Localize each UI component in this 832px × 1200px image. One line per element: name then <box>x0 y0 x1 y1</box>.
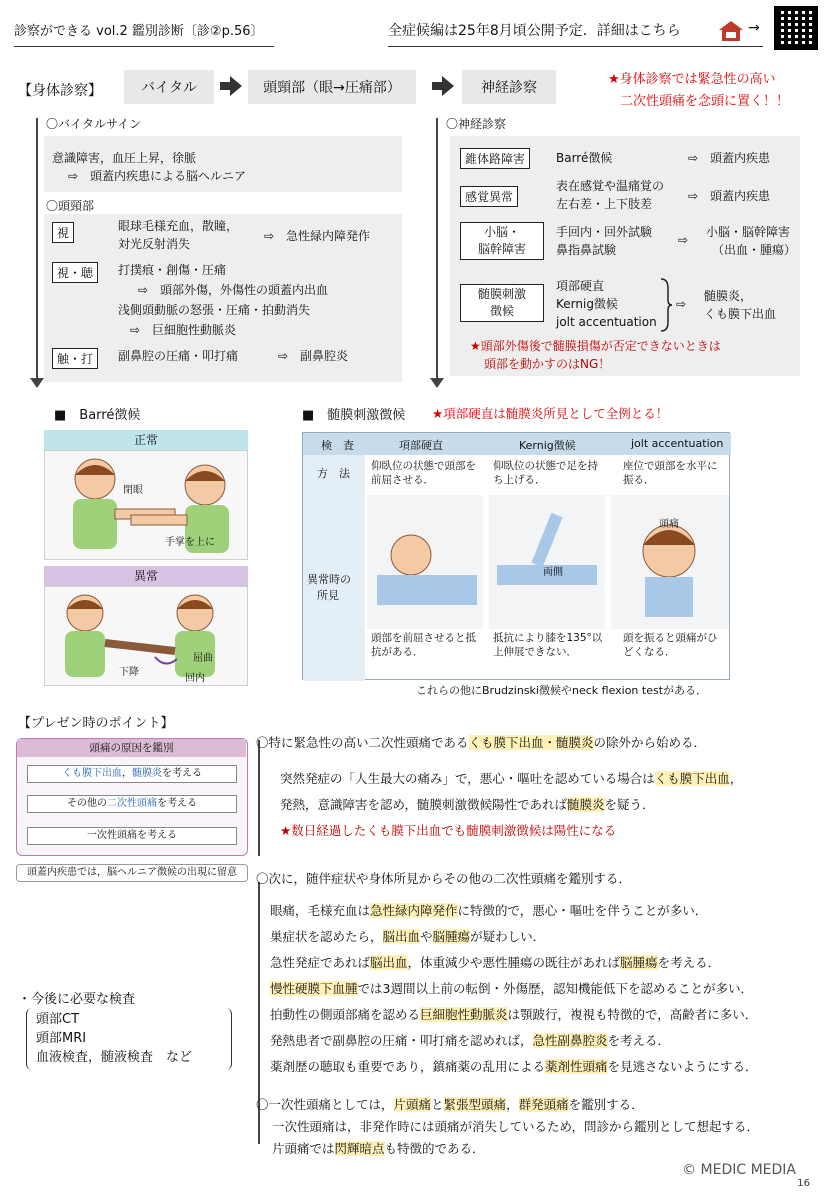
p1a2-end: を疑う． <box>604 797 655 812</box>
book-icon[interactable] <box>718 20 744 42</box>
secondary-headache-text: や <box>420 929 433 944</box>
secondary-headache-text: に特徴的で，悪心・嘔吐を伴うことが多い． <box>457 903 708 918</box>
secondary-headache-highlight: 脳腫瘍 <box>620 955 658 970</box>
neuro-row3-line2: 鼻指鼻試験 <box>556 243 617 257</box>
flow-consider1: を考える <box>162 768 202 779</box>
barre-normal-label: 正常 <box>44 430 248 450</box>
tag-cerebellar-line2: 脳幹障害 <box>477 242 526 256</box>
p1a1-end: ， <box>729 771 743 786</box>
barre-abnormal-figure <box>45 587 249 687</box>
present-point-2-list <box>270 898 758 1080</box>
meningeal-method-neck: 仰臥位の状態で頭部を前屈させる． <box>371 460 476 486</box>
flow-line-right <box>436 118 438 382</box>
neuro-warning-1: ★頭部外傷後で髄膜損傷が否定できないときは <box>470 339 721 353</box>
barre-label-fall: 下降 <box>119 667 139 678</box>
meningeal-note: ★項部硬直は髄膜炎所見として全例とる！ <box>432 406 669 421</box>
present-point-3-line3 <box>272 1136 485 1162</box>
jolt-label-headache: 頭痛 <box>659 519 679 530</box>
flow-sah: くも膜下出血 <box>62 768 122 779</box>
neuro-row3-result1: 小脳・脳幹障害 <box>706 225 791 239</box>
present-flow-step2 <box>27 795 237 813</box>
p3l3-text: 片頭痛では <box>272 1141 335 1156</box>
meningeal-header-jolt: jolt accentuation <box>631 437 724 450</box>
flow-note-1: ★身体診察では緊急性の高い <box>608 72 776 87</box>
barre-title: ■ Barré徴候 <box>54 408 141 423</box>
down-arrow-icon <box>30 378 44 388</box>
neuro-row1-result: ⇨ 頭蓋内疾患 <box>688 151 771 165</box>
neuro-row2-line2: 左右差・上下肢差 <box>556 197 653 211</box>
barre-normal-figure <box>45 451 249 561</box>
secondary-headache-text: が疑わしい． <box>470 929 546 944</box>
secondary-headache-line <box>270 1028 758 1054</box>
barre-abnormal-illustration <box>44 586 248 686</box>
barre-label-close: 閉眼 <box>123 485 143 496</box>
meningeal-finding-neck: 頭部を前屈させると抵抗がある． <box>371 632 476 658</box>
p1-highlight: くも膜下出血・髄膜炎 <box>468 735 594 750</box>
tests-list <box>36 1010 192 1067</box>
tests-title: ・今後に必要な検査 <box>18 992 136 1007</box>
p1a2-highlight: 髄膜炎 <box>567 797 605 812</box>
header-title: 診察ができる vol.2 鑑別診断〔診②p.56〕 <box>14 24 264 39</box>
vital-title: 〇バイタルサイン <box>46 117 142 131</box>
present-flow-step1 <box>27 765 237 783</box>
barre-label-flex: 屈曲 <box>193 653 213 664</box>
secondary-headache-text: を考える． <box>657 955 721 970</box>
neuro-row4-line3: jolt accentuation <box>556 315 657 329</box>
flow-note-2: 二次性頭痛を念頭に置く！！ <box>620 94 790 109</box>
secondary-headache-highlight: 脳出血 <box>370 955 408 970</box>
meningeal-method-jolt: 座位で頭部を水平に振る． <box>623 460 718 486</box>
present-point-1 <box>256 730 706 756</box>
present-point-1c: ★数日経過したくも膜下出血でも髄膜刺激徴候は陽性になる <box>280 823 617 838</box>
secondary-headache-highlight: 急性緑内障発作 <box>370 903 458 918</box>
barre-label-palm: 手掌を上に <box>165 537 215 548</box>
neuro-row3-arrow: ⇨ <box>678 233 689 247</box>
flow-consider2: を考える <box>157 798 197 809</box>
secondary-headache-text: 巣症状を認めたら， <box>270 929 383 944</box>
headneck-row2-line1: 打撲痕・創傷・圧痛 <box>118 263 227 277</box>
meningeal-method-label: 方 法 <box>317 467 350 480</box>
present-flow-title: 頭痛の原因を鑑別 <box>17 739 246 757</box>
flow-meningitis: 髄膜炎 <box>132 768 162 779</box>
secondary-headache-text: を考える． <box>607 1033 671 1048</box>
secondary-headache-highlight: 脳出血 <box>382 929 421 944</box>
meningeal-title: ■ 髄膜刺激徴候 <box>302 408 406 423</box>
flow-sep: ， <box>122 768 132 779</box>
tag-meningeal <box>460 284 544 322</box>
secondary-headache-text: は顎跛行，複視も特徴的で，高齢者に多い． <box>507 1007 758 1022</box>
present-point-1b <box>280 792 655 818</box>
headneck-row3-result: ⇨ 副鼻腔炎 <box>278 349 349 363</box>
p3-comma: ， <box>506 1097 519 1112</box>
flow-step-neuro: 神経診察 <box>462 70 556 104</box>
neuro-row4-arrow: ⇨ <box>676 297 687 311</box>
present-point-3-line2: 一次性頭痛は，非発作時には頭痛が消失しているため，問診から鑑別として想起する． <box>272 1119 760 1134</box>
vital-line-1: 意識障害，血圧上昇，徐脈 <box>52 151 197 165</box>
present-title: 【プレゼン時のポイント】 <box>18 716 174 731</box>
headneck-row1-line2: 対光反射消失 <box>118 237 191 251</box>
secondary-headache-line <box>270 898 758 924</box>
headneck-row1-result: ⇨ 急性緑内障発作 <box>264 229 371 243</box>
present-point-1a <box>280 766 742 792</box>
tag-inspection: 視 <box>52 222 74 243</box>
headneck-row3-line1: 副鼻腔の圧痛・叩打痛 <box>118 349 239 363</box>
headneck-row2-line4: ⇨ 巨細胞性動脈炎 <box>130 323 237 337</box>
secondary-headache-text: 急性発症であれば <box>270 955 371 970</box>
right-arrow-icon <box>432 74 454 98</box>
neuro-row3-line1: 手回内・回外試験 <box>556 225 653 239</box>
secondary-headache-text: 薬剤歴の聴取も重要であり，鎮痛薬の乱用による <box>270 1059 546 1074</box>
test-item-blood-csf: 血液検査，髄液検査 など <box>36 1050 193 1065</box>
barre-abnormal-label: 異常 <box>44 566 248 586</box>
tag-meningeal-line2: 徴候 <box>489 304 514 318</box>
tag-meningeal-line1: 髄膜刺激 <box>477 287 526 301</box>
copyright: © MEDIC MEDIA <box>682 1162 796 1178</box>
kernig-label-bothside: 両側 <box>543 567 563 578</box>
present-flow-box <box>16 738 248 856</box>
headneck-row2-line3: 浅側頭動脈の怒張・圧痛・拍動消失 <box>118 303 311 317</box>
flow-step-headneck: 頭頸部（眼→圧痛部） <box>248 70 416 104</box>
secondary-headache-highlight: 急性副鼻腔炎 <box>532 1033 608 1048</box>
right-arrow-icon <box>220 74 242 98</box>
flow-secondary: 二次性頭痛 <box>107 798 157 809</box>
p1-end: の除外から始める． <box>593 735 707 750</box>
secondary-headache-text: 眼痛，毛様充血は <box>270 903 371 918</box>
secondary-headache-text: では3週間以上前の転倒・外傷歴，認知機能低下を認めることが多い． <box>357 981 753 996</box>
neuro-row4-result2: くも膜下出血 <box>704 307 777 321</box>
neuro-row4-result1: 髄膜炎， <box>704 289 753 303</box>
tag-cerebellar <box>460 222 544 260</box>
meningeal-header-kernig: Kernig徴候 <box>519 439 576 452</box>
headneck-title: 〇頭頸部 <box>46 199 95 213</box>
secondary-headache-line <box>270 1054 758 1080</box>
p3-tension: 緊張型頭痛 <box>443 1097 507 1112</box>
meningeal-method-kernig: 仰臥位の状態で足を持ち上げる． <box>493 460 598 486</box>
p1a1-text: 突然発症の「人生最大の痛み」で，悪心・嘔吐を認めている場合は <box>280 771 655 786</box>
p3-cluster: 群発頭痛 <box>518 1097 569 1112</box>
page-number: 16 <box>797 1178 810 1189</box>
secondary-headache-highlight: 脳腫瘍 <box>432 929 471 944</box>
headneck-row2-line2: ⇨ 頭部外傷，外傷性の頭蓋内出血 <box>138 283 329 297</box>
meningeal-abn-label-1: 異常時の <box>307 573 351 586</box>
p1a1-highlight: くも膜下出血 <box>654 771 730 786</box>
flow-other: その他の <box>67 798 107 809</box>
p3-end: を鑑別する． <box>568 1097 644 1112</box>
present-line-1 <box>258 740 260 856</box>
meningeal-footnote: これらの他にBrudzinski徴候やneck flexion testがある． <box>416 684 708 697</box>
present-flow-step3: 一次性頭痛を考える <box>27 827 237 845</box>
test-item-ct: 頭部CT <box>36 1012 80 1027</box>
barre-normal-illustration <box>44 450 248 560</box>
tag-inspect-ausc: 視・聴 <box>52 262 98 283</box>
secondary-headache-highlight: 薬剤性頭痛 <box>545 1059 608 1074</box>
vital-line-2: ⇨ 頭蓋内疾患による脳ヘルニア <box>68 169 247 183</box>
secondary-headache-text: 発熱患者で副鼻腔の圧痛・叩打痛を認めれば， <box>270 1033 533 1048</box>
tag-palpation: 触・打 <box>52 348 98 369</box>
meningeal-table <box>302 432 730 680</box>
p3l3-end: も特徴的である． <box>384 1141 485 1156</box>
tag-sensory: 感覚異常 <box>460 186 518 207</box>
secondary-headache-line <box>270 950 758 976</box>
p3-migraine: 片頭痛 <box>393 1097 432 1112</box>
meningeal-finding-kernig: 抵抗により膝を135°以上伸展できない． <box>493 632 603 658</box>
neuro-row4-line1: 項部硬直 <box>556 279 605 293</box>
secondary-headache-highlight: 慢性硬膜下血腫 <box>270 981 358 996</box>
secondary-headache-line <box>270 1002 758 1028</box>
present-point-2: 〇次に，随伴症状や身体所見からその他の二次性頭痛を鑑別する． <box>256 871 632 886</box>
header-underline-right <box>388 46 763 47</box>
qr-code-icon[interactable] <box>774 6 818 50</box>
down-arrow-icon <box>430 378 444 388</box>
present-flow-note: 頭蓋内疾患では，脳ヘルニア徴候の出現に留意 <box>16 864 248 882</box>
secondary-headache-text: 拍動性の側頭部痛を認める <box>270 1007 421 1022</box>
neuro-warning-2: 頭部を動かすのはNG！ <box>484 357 611 371</box>
p1-text: 〇特に緊急性の高い二次性頭痛である <box>256 735 469 750</box>
header-underline <box>14 46 274 47</box>
p3-and: と <box>431 1097 444 1112</box>
bracket-icon <box>660 278 672 332</box>
flow-step-vital: バイタル <box>124 70 214 104</box>
neuro-row2-line1: 表在感覚や温痛覚の <box>556 179 665 193</box>
p3l3-highlight: 閃輝暗点 <box>334 1141 385 1156</box>
meningeal-abn-label-2: 所見 <box>317 589 339 602</box>
meningeal-header-neck: 項部硬直 <box>399 439 443 452</box>
tag-cerebellar-line1: 小脳・ <box>483 225 520 239</box>
meningeal-finding-jolt: 頭を振ると頭痛がひどくなる． <box>623 632 718 658</box>
header-announcement: 全症候編は25年8月頃公開予定．詳細はこちら <box>388 23 681 39</box>
neuro-row2-result: ⇨ 頭蓋内疾患 <box>688 189 771 203</box>
neuro-row4-line2: Kernig徴候 <box>556 297 618 311</box>
tag-pyramidal: 錐体路障害 <box>460 148 530 169</box>
neuro-row3-result2: （出血・腫瘍） <box>712 243 797 257</box>
headneck-row1-line1: 眼球毛様充血，散瞳， <box>118 219 239 233</box>
neuro-title: 〇神経診察 <box>446 117 507 131</box>
flow-line-left <box>36 118 38 382</box>
link-arrow: → <box>748 20 760 36</box>
secondary-headache-text: を見逃さないようにする． <box>607 1059 758 1074</box>
section-physical-exam: 【身体診察】 <box>18 83 102 99</box>
secondary-headache-highlight: 巨細胞性動脈炎 <box>420 1007 508 1022</box>
barre-label-pron: 回内 <box>185 673 205 684</box>
secondary-headache-text: ，体重減少や悪性腫瘍の既往があれば <box>407 955 621 970</box>
meningeal-header-test: 検 査 <box>321 439 354 452</box>
secondary-headache-line <box>270 924 758 950</box>
secondary-headache-line <box>270 976 758 1002</box>
test-item-mri: 頭部MRI <box>36 1031 87 1046</box>
p1a2-text: 発熱，意識障害を認め，髄膜刺激徴候陽性であれば <box>280 797 568 812</box>
neuro-row1-line1: Barré徴候 <box>556 151 613 165</box>
meningeal-label-col <box>303 455 365 681</box>
p3-text: 〇一次性頭痛としては， <box>256 1097 394 1112</box>
